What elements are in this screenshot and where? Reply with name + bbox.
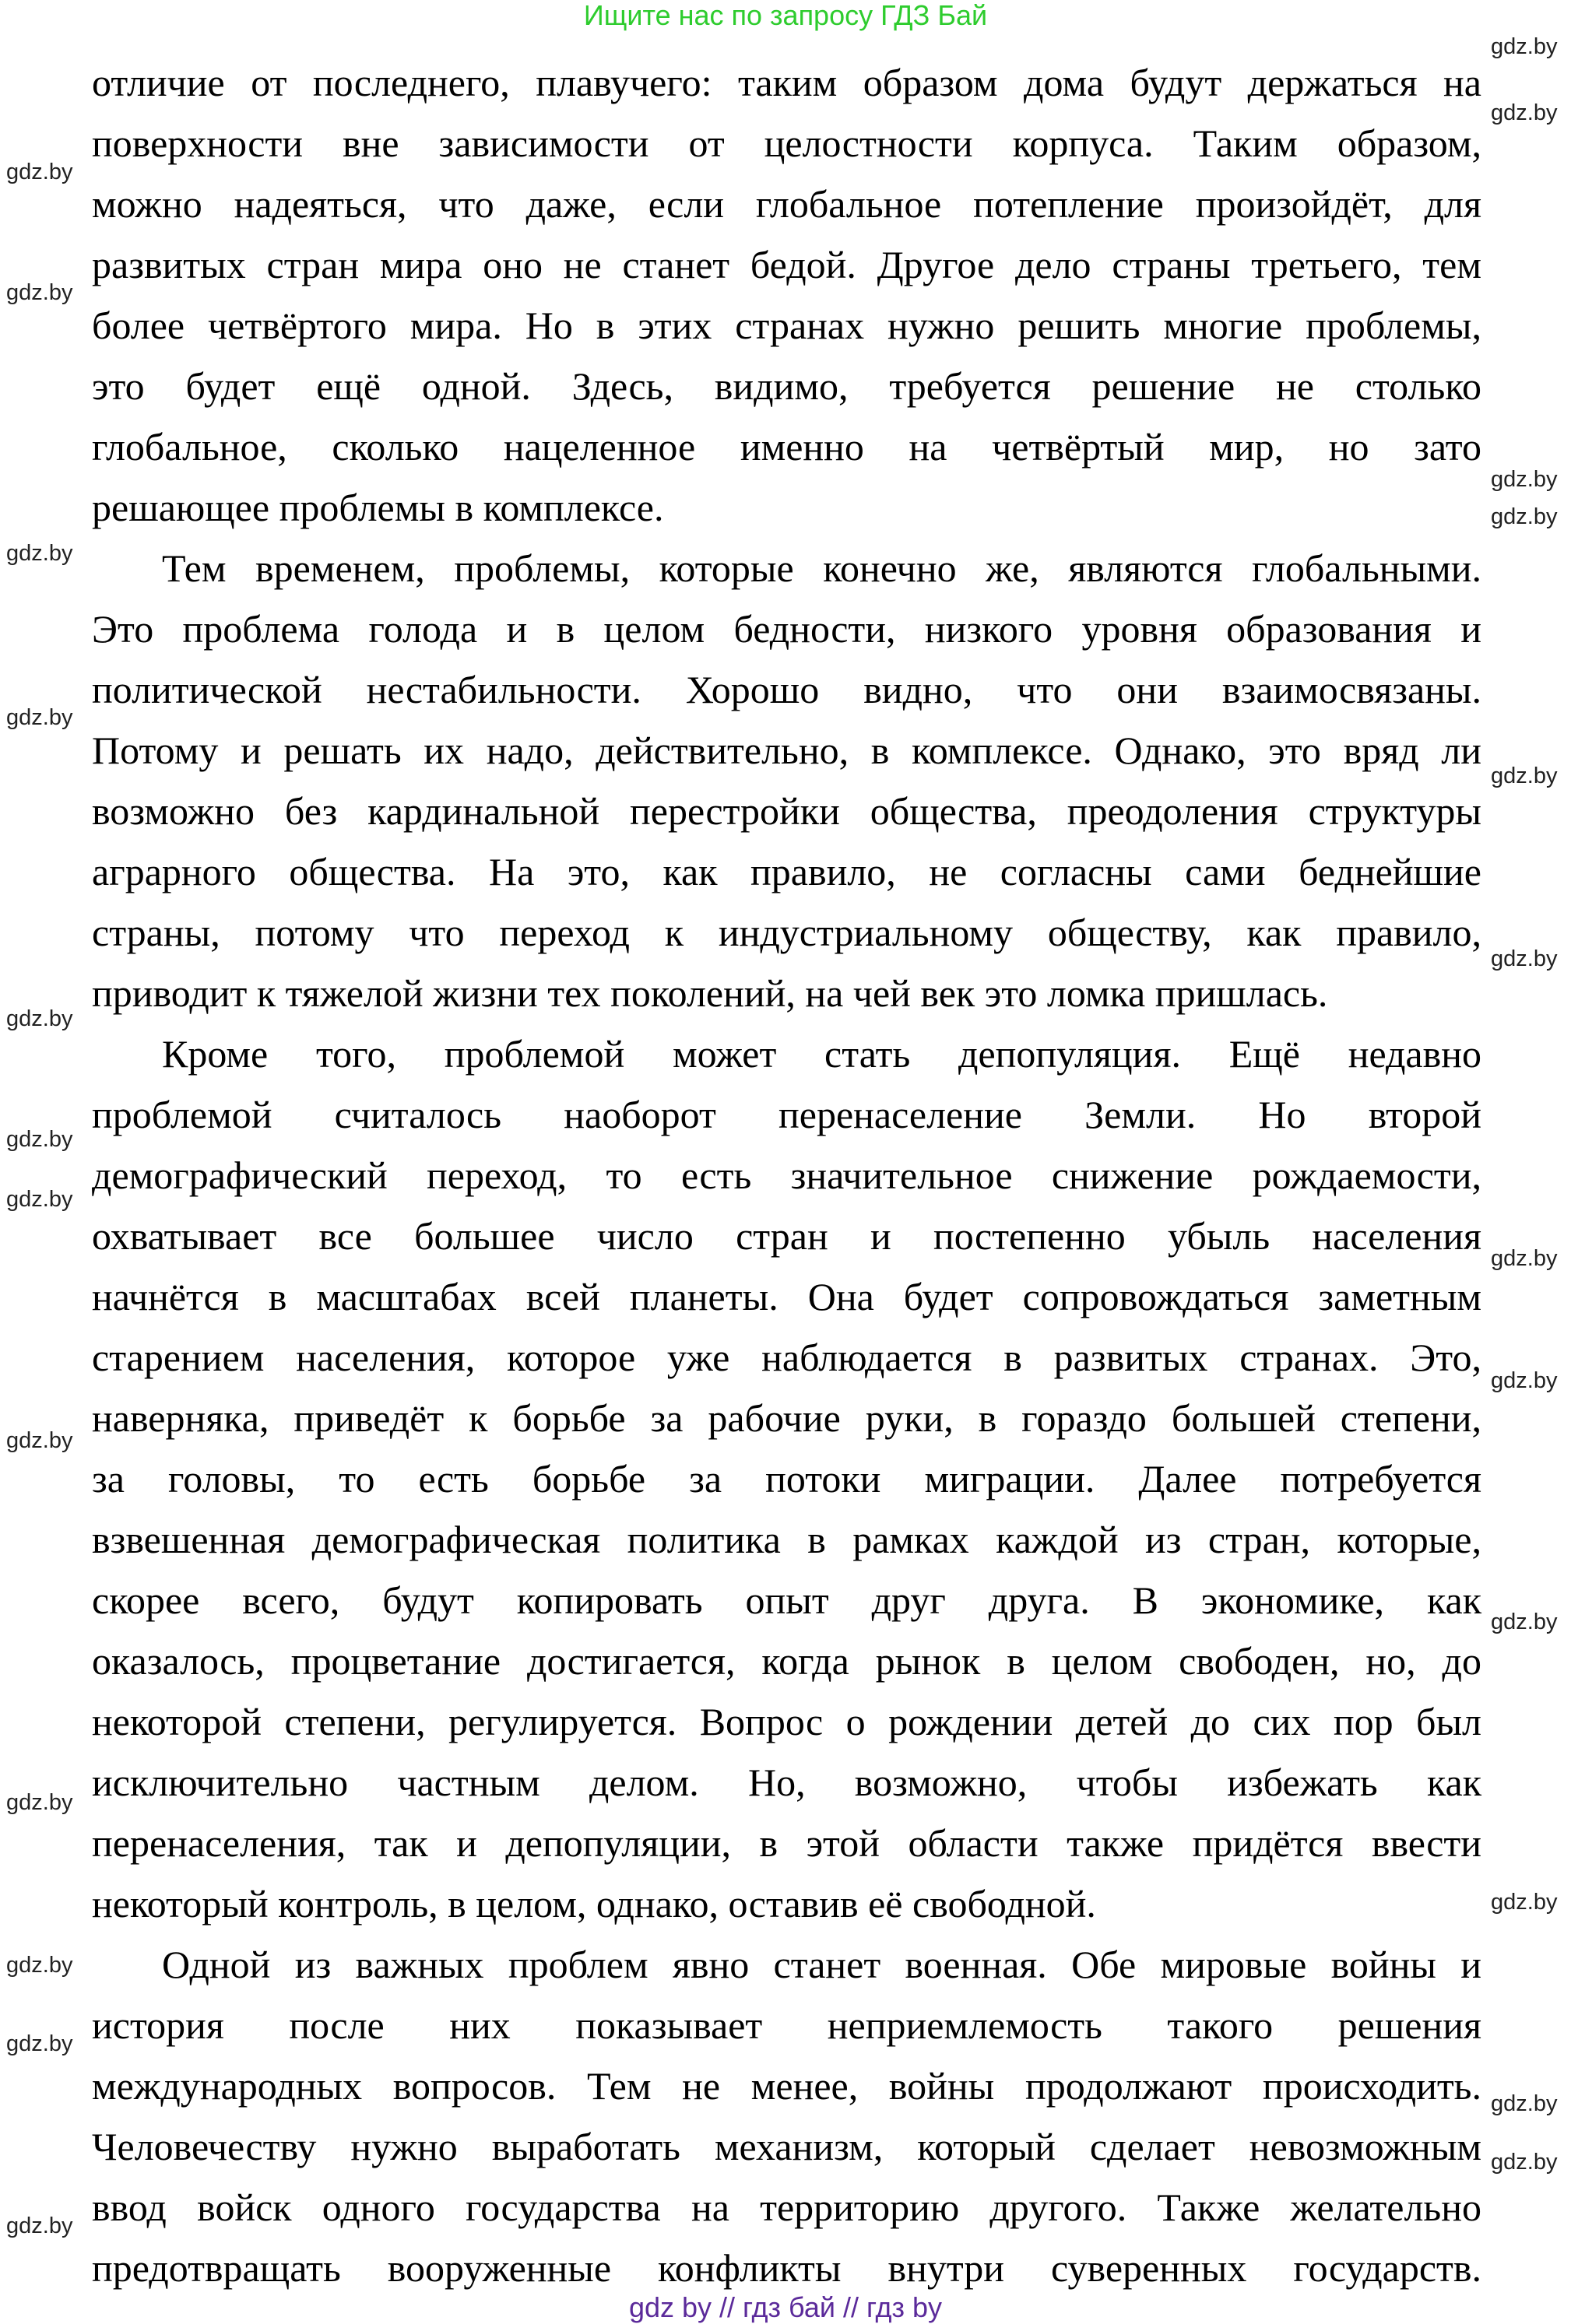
text-line: отличие от последнего, плавучего: таким образом дома будут держаться на [92, 61, 1481, 104]
watermark-text: gdz.by [6, 1953, 73, 1978]
watermark-text: gdz.by [6, 541, 73, 566]
text-line: охватывает все большее число стран и постепенно убыль населения [92, 1214, 1481, 1258]
text-line: Тем временем, проблемы, которые конечно же, являются глобальными. [162, 546, 1481, 590]
watermark-text: gdz.by [1491, 504, 1558, 529]
text-line: глобальное, сколько нацеленное именно на четвёртый мир, но зато [92, 425, 1481, 469]
text-line: Это проблема голода и в целом бедности, низкого уровня образования и [92, 607, 1481, 651]
text-line: перенаселения, так и депопуляции, в этой области также придётся ввести [92, 1821, 1481, 1865]
watermark-text: gdz.by [6, 1428, 73, 1453]
footer-links[interactable]: gdz by // гдз бай // гдз by [628, 2291, 943, 2323]
text-line: проблемой считалось наоборот перенаселение Земли. Но второй [92, 1093, 1481, 1136]
text-line: политической нестабильности. Хорошо видно, что они взаимосвязаны. [92, 668, 1481, 711]
text-line: Кроме того, проблемой может стать депопуляция. Ещё недавно [162, 1032, 1481, 1076]
text-line: развитых стран мира оно не станет бедой. Другое дело страны третьего, тем [92, 243, 1481, 286]
text-line: это будет ещё одной. Здесь, видимо, требуется решение не столько [92, 364, 1481, 408]
text-line: начнётся в масштабах всей планеты. Она будет сопровождаться заметным [92, 1275, 1481, 1318]
text-line: наверняка, приведёт к борьбе за рабочие руки, в гораздо большей степени, [92, 1396, 1481, 1440]
text-line: некоторый контроль, в целом, однако, оставив её свободной. [92, 1882, 1096, 1926]
watermark-text: gdz.by [1491, 946, 1558, 971]
watermark-text: gdz.by [6, 1187, 73, 1212]
watermark-text: gdz.by [6, 1790, 73, 1815]
watermark-text: gdz.by [1491, 34, 1558, 59]
watermark-text: gdz.by [6, 1127, 73, 1152]
search-banner: Ищите нас по запросу ГДЗ Бай [583, 0, 988, 31]
text-line: приводит к тяжелой жизни тех поколений, на чей век это ломка пришлась. [92, 971, 1328, 1015]
watermark-text: gdz.by [1491, 1246, 1558, 1271]
text-line: история после них показывает неприемлемость такого решения [92, 2003, 1481, 2047]
document-body [92, 52, 1481, 2298]
text-line: старением населения, которое уже наблюдается в развитых странах. Это, [92, 1336, 1481, 1379]
text-line: страны, потому что переход к индустриальному обществу, как правило, [92, 911, 1481, 954]
text-line: некоторой степени, регулируется. Вопрос о рождении детей до сих пор был [92, 1700, 1481, 1743]
text-line: более четвёртого мира. Но в этих странах нужно решить многие проблемы, [92, 304, 1481, 347]
text-line: международных вопросов. Тем не менее, войны продолжают происходить. [92, 2064, 1481, 2108]
watermark-text: gdz.by [1491, 2150, 1558, 2175]
text-line: за головы, то есть борьбе за потоки миграции. Далее потребуется [92, 1457, 1481, 1501]
watermark-text: gdz.by [1491, 764, 1558, 788]
watermark-text: gdz.by [6, 1006, 73, 1031]
text-line: возможно без кардинальной перестройки общества, преодоления структуры [92, 789, 1481, 833]
text-line: предотвращать вооруженные конфликты внутри суверенных государств. [92, 2246, 1481, 2290]
text-line: Одной из важных проблем явно станет военная. Обе мировые войны и [162, 1943, 1481, 1986]
watermark-text: gdz.by [6, 2213, 73, 2238]
watermark-text: gdz.by [1491, 1368, 1558, 1393]
watermark-text: gdz.by [1491, 2091, 1558, 2116]
text-line: Потому и решать их надо, действительно, в комплексе. Однако, это вряд ли [92, 728, 1481, 772]
text-line: оказалось, процветание достигается, когда рынок в целом свободен, но, до [92, 1639, 1481, 1683]
text-line: Человечеству нужно выработать механизм, который сделает невозможным [92, 2125, 1481, 2168]
watermark-text: gdz.by [1491, 1890, 1558, 1915]
text-line: скорее всего, будут копировать опыт друг друга. В экономике, как [92, 1578, 1481, 1622]
watermark-text: gdz.by [1491, 467, 1558, 492]
text-line: демографический переход, то есть значительное снижение рождаемости, [92, 1153, 1481, 1197]
watermark-text: gdz.by [6, 2031, 73, 2056]
text-line: ввод войск одного государства на территорию другого. Также желательно [92, 2185, 1481, 2229]
watermark-text: gdz.by [1491, 100, 1558, 125]
watermark-text: gdz.by [1491, 1610, 1558, 1634]
text-line: решающее проблемы в комплексе. [92, 486, 664, 529]
text-line: поверхности вне зависимости от целостности корпуса. Таким образом, [92, 121, 1481, 165]
watermark-text: gdz.by [6, 280, 73, 305]
text-line: исключительно частным делом. Но, возможно, чтобы избежать как [92, 1761, 1481, 1804]
text-line: можно надеяться, что даже, если глобальное потепление произойдёт, для [92, 182, 1481, 226]
text-line: взвешенная демографическая политика в рамках каждой из стран, которые, [92, 1518, 1481, 1561]
text-line: аграрного общества. На это, как правило, не согласны сами беднейшие [92, 850, 1481, 893]
watermark-text: gdz.by [6, 705, 73, 730]
watermark-text: gdz.by [6, 160, 73, 184]
